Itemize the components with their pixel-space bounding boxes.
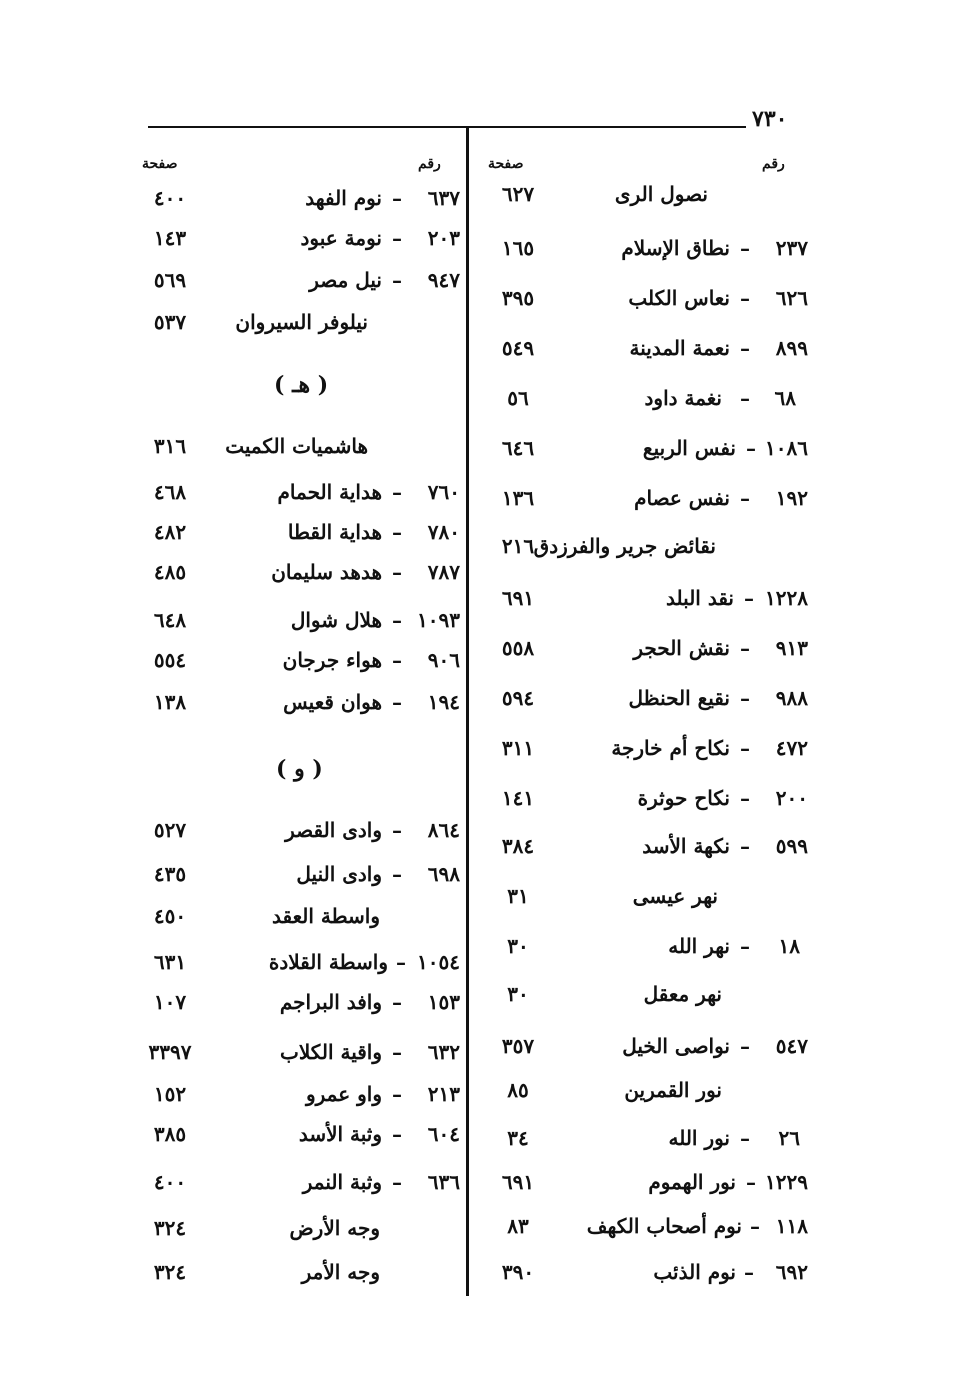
entry-page: ٣٤ (507, 1126, 529, 1150)
index-entry: ٥٩٩ – نكهة الأسد ٣٨٤ (478, 834, 808, 874)
entry-number: ٦٩٢ (775, 1260, 808, 1284)
entry-title: نهر معقل (643, 982, 722, 1006)
entry-number: ٦٨ (774, 386, 796, 410)
entry-number: ١٩٢ (775, 486, 808, 510)
entry-title: نعاس الكلب (628, 286, 730, 310)
index-entry: ٩٤٧ – نيل مصر ٥٦٩ (130, 268, 460, 308)
entry-number: ٩٨٨ (775, 686, 808, 710)
entry-title: وافد البراجم (279, 990, 382, 1014)
entry-page: ٣٨٥ (153, 1122, 187, 1146)
entry-page: ١٥٢ (153, 1082, 187, 1106)
entry-title: هلال شوال (290, 608, 382, 632)
left-number-header: رقم (418, 156, 441, 172)
entry-title: وجه الأرض (289, 1216, 380, 1240)
entry-number: ٧٨٠ (427, 520, 460, 544)
entry-title: نوم أصحاب الكهف (586, 1214, 742, 1238)
entry-page: ٦٤٨ (153, 608, 187, 632)
index-entry: ٦٣٢ – واقية الكلاب ٣٣٩٧ (130, 1040, 460, 1080)
entry-title: واسطة العقد (272, 904, 380, 928)
entry-title: واقية الكلاب (280, 1040, 382, 1064)
entry-title: نواصى الخيل (622, 1034, 730, 1058)
entry-page: ٣١ (507, 884, 529, 908)
entry-title: وادى النيل (296, 862, 382, 886)
index-entry: ١٢٢٨ – نقد البلد ٦٩١ (478, 586, 808, 626)
entry-title: هدهد سليمان (271, 560, 382, 584)
entry-title: نوم الذئب (653, 1260, 736, 1284)
entry-page: ١٤٣ (153, 226, 187, 250)
index-entry: ٥٤٧ – نواصى الخيل ٣٥٧ (478, 1034, 808, 1074)
index-entry: ٩١٣ – نقش الحجر ٥٥٨ (478, 636, 808, 676)
index-entry (130, 434, 460, 474)
entry-number: ٩٤٧ (427, 268, 460, 292)
entry-page: ١٣٦ (501, 486, 535, 510)
entry-title: نقائض جرير والفرزدق (533, 534, 716, 558)
entry-page: ٥٩٤ (501, 686, 535, 710)
index-entry: ٢٠٣ – نومة عبود ١٤٣ (130, 226, 460, 266)
index-entry: ٨٦٤ – وادى القصر ٥٢٧ (130, 818, 460, 858)
entry-number: ٢١٣ (427, 1082, 460, 1106)
index-entry: ١٨ – نهر الله ٣٠ (478, 934, 808, 974)
entry-page: ٤٨٥ (153, 560, 187, 584)
entry-page: ٥٢٧ (153, 818, 187, 842)
index-entry: ٦٨ – نغمة داود ٥٦ (478, 386, 808, 426)
entry-page: ٣٣٩٧ (148, 1040, 192, 1064)
entry-title: نطاق الإسلام (621, 236, 730, 260)
entry-title: هواء جرجان (282, 648, 382, 672)
entry-number: ١٥٣ (427, 990, 460, 1014)
entry-page: ٣٠ (507, 934, 529, 958)
entry-page: ٦٢٧ (501, 182, 535, 206)
entry-page: ٤٦٨ (153, 480, 187, 504)
section-heading-h: ( هـ ) (274, 372, 329, 398)
entry-page: ٣٠ (507, 982, 529, 1006)
entry-title: نفس الربيع (642, 436, 736, 460)
entry-title: نيل مصر (309, 268, 382, 292)
index-entry: ٧٨٠ – هداية القطا ٤٨٢ (130, 520, 460, 560)
right-page-header: صفحة (488, 156, 524, 172)
entry-title: هداية القطا (287, 520, 382, 544)
entry-title: وثبة الأسد (298, 1122, 382, 1146)
index-entry: ١٠٨٦ – نفس الربيع ٦٤٦ (478, 436, 808, 476)
entry-title: وثبة النمر (302, 1170, 382, 1194)
entry-page: ٤٥٠ (153, 904, 187, 928)
entry-page: ٥٦ (507, 386, 529, 410)
entry-number: ٢٦ (778, 1126, 800, 1150)
entry-title: نهر الله (668, 934, 730, 958)
left-page-header: صفحة (142, 156, 178, 172)
entry-title: نغمة داود (644, 386, 722, 410)
entry-title: هداية الحمام (277, 480, 382, 504)
entry-title: نور الله (668, 1126, 730, 1150)
entry-title: وجه الأمر (301, 1260, 380, 1284)
entry-page: ٣٢٤ (153, 1260, 187, 1284)
entry-number: ٦٣٦ (427, 1170, 460, 1194)
index-entry (478, 884, 808, 924)
entry-page: ٥٤٩ (501, 336, 535, 360)
entry-page: ٣١٦ (153, 434, 187, 458)
entry-page: ٨٥ (507, 1078, 529, 1102)
entry-title: واسطة القلادة (268, 950, 388, 974)
index-entry (478, 1078, 808, 1118)
index-entry: ٦٣٧ – نوم الفهد ٤٠٠ (130, 186, 460, 226)
index-entry: ١٠٥٤ – واسطة القلادة ٦٣١ (130, 950, 460, 990)
index-entry (478, 534, 808, 574)
index-entry: ١١٨ – نوم أصحاب الكهف ٨٣ (478, 1214, 808, 1254)
section-heading-w: ( و ) (276, 756, 323, 782)
right-number-header: رقم (762, 156, 785, 172)
entry-title: نقد البلد (666, 586, 734, 610)
entry-page: ١٣٨ (153, 690, 187, 714)
entry-number: ٢٠٠ (775, 786, 808, 810)
entry-page: ٦٩١ (501, 586, 535, 610)
entry-title: نكاح حوثرة (637, 786, 730, 810)
entry-title: نيلوفر السيروان (235, 310, 368, 334)
entry-title: نقيع الحنظل (628, 686, 730, 710)
entry-title: نعمة المدينة (629, 336, 730, 360)
entry-title: هوان قعيس (283, 690, 382, 714)
entry-number: ٨٦٤ (427, 818, 460, 842)
entry-number: ١٠٨٦ (765, 436, 808, 460)
entry-title: نوم الفهد (305, 186, 382, 210)
entry-number: ٨٩٩ (775, 336, 808, 360)
entry-title: نكاح أم خارجة (611, 736, 730, 760)
entry-number: ٦٣٢ (427, 1040, 460, 1064)
index-entry (130, 1216, 460, 1256)
entry-title: نومة عبود (300, 226, 382, 250)
entry-title: نهر عيسى (632, 884, 718, 908)
entry-page: ١٠٧ (153, 990, 187, 1014)
index-entry: ٢٠٠ – نكاح حوثرة ١٤١ (478, 786, 808, 826)
entry-title: نصول الرى (614, 182, 708, 206)
entry-page: ٥٥٨ (501, 636, 535, 660)
entry-number: ٦٣٧ (427, 186, 460, 210)
index-entry: ٩٠٦ – هواء جرجان ٥٥٤ (130, 648, 460, 688)
index-entry: ١٢٢٩ – نور الهموم ٦٩١ (478, 1170, 808, 1210)
entry-page: ٦٣١ (153, 950, 187, 974)
index-entry (130, 1260, 460, 1300)
index-entry: ١٥٣ – وافد البراجم ١٠٧ (130, 990, 460, 1030)
index-entry (130, 904, 460, 944)
page-number: ٧٣٠ (752, 106, 788, 132)
index-entry: ١٠٩٣ – هلال شوال ٦٤٨ (130, 608, 460, 648)
index-entry (478, 182, 808, 222)
header-rule (148, 126, 746, 128)
entry-number: ٩٠٦ (427, 648, 460, 672)
entry-number: ١٢٢٩ (765, 1170, 808, 1194)
index-entry: ٧٦٠ – هداية الحمام ٤٦٨ (130, 480, 460, 520)
index-entry: ١٩٤ – هوان قعيس ١٣٨ (130, 690, 460, 730)
entry-number: ١٩٤ (427, 690, 460, 714)
index-entry: ٦٠٤ – وثبة الأسد ٣٨٥ (130, 1122, 460, 1162)
entry-number: ٥٩٩ (775, 834, 808, 858)
entry-page: ٣١١ (501, 736, 535, 760)
entry-page: ٤٠٠ (153, 1170, 187, 1194)
entry-title: نقش الحجر (633, 636, 730, 660)
entry-page: ٤٣٥ (153, 862, 187, 886)
index-entry: ٦٣٦ – وثبة النمر ٤٠٠ (130, 1170, 460, 1210)
entry-number: ٤٧٢ (775, 736, 808, 760)
entry-number: ٥٤٧ (775, 1034, 808, 1058)
index-entry: ٧٨٧ – هدهد سليمان ٤٨٥ (130, 560, 460, 600)
index-entry: ٢٦ – نور الله ٣٤ (478, 1126, 808, 1166)
entry-title: نور القمرين (624, 1078, 722, 1102)
index-entry: ٦٢٦ – نعاس الكلب ٣٩٥ (478, 286, 808, 326)
entry-page: ٣٩٠ (501, 1260, 535, 1284)
entry-page: ١٤١ (501, 786, 535, 810)
index-entry: ٦٩٢ – نوم الذئب ٣٩٠ (478, 1260, 808, 1300)
entry-number: ٢٠٣ (427, 226, 460, 250)
entry-page: ٣٢٤ (153, 1216, 187, 1240)
entry-number: ١٨ (778, 934, 800, 958)
entry-number: ٦٠٤ (427, 1122, 460, 1146)
entry-number: ١٠٥٤ (417, 950, 460, 974)
entry-number: ٢٣٧ (775, 236, 808, 260)
index-entry: ٩٨٨ – نقيع الحنظل ٥٩٤ (478, 686, 808, 726)
entry-page: ٣٨٤ (501, 834, 535, 858)
entry-number: ١١٨ (775, 1214, 808, 1238)
entry-title: نفس عصام (634, 486, 730, 510)
entry-page: ٤٨٢ (153, 520, 187, 544)
index-entry: ٨٩٩ – نعمة المدينة ٥٤٩ (478, 336, 808, 376)
entry-number: ٩١٣ (775, 636, 808, 660)
entry-number: ٧٦٠ (427, 480, 460, 504)
column-rule (466, 126, 469, 1296)
entry-page: ٢١٦ (501, 534, 535, 558)
index-entry: ٤٧٢ – نكاح أم خارجة ٣١١ (478, 736, 808, 776)
entry-title: هاشميات الكميت (225, 434, 368, 458)
entry-page: ٤٠٠ (153, 186, 187, 210)
entry-page: ١٦٥ (501, 236, 535, 260)
index-entry (130, 310, 460, 350)
entry-number: ١٠٩٣ (417, 608, 460, 632)
entry-page: ٥٦٩ (153, 268, 187, 292)
index-entry: ١٩٢ – نفس عصام ١٣٦ (478, 486, 808, 526)
entry-page: ٦٩١ (501, 1170, 535, 1194)
entry-number: ٦٢٦ (775, 286, 808, 310)
index-entry: ٢٣٧ – نطاق الإسلام ١٦٥ (478, 236, 808, 276)
entry-page: ٣٥٧ (501, 1034, 535, 1058)
entry-number: ٦٩٨ (427, 862, 460, 886)
index-entry: ٦٩٨ – وادى النيل ٤٣٥ (130, 862, 460, 902)
entry-title: وادى القصر (285, 818, 382, 842)
entry-page: ٥٥٤ (153, 648, 187, 672)
entry-page: ٥٣٧ (153, 310, 187, 334)
entry-number: ١٢٢٨ (765, 586, 808, 610)
entry-title: نور الهموم (648, 1170, 736, 1194)
index-entry: ٢١٣ – واو عمرو ١٥٢ (130, 1082, 460, 1122)
entry-page: ٦٤٦ (501, 436, 535, 460)
index-entry (478, 982, 808, 1022)
entry-number: ٧٨٧ (427, 560, 460, 584)
entry-title: نكهة الأسد (642, 834, 730, 858)
entry-page: ٣٩٥ (501, 286, 535, 310)
entry-page: ٨٣ (507, 1214, 529, 1238)
entry-title: واو عمرو (305, 1082, 382, 1106)
